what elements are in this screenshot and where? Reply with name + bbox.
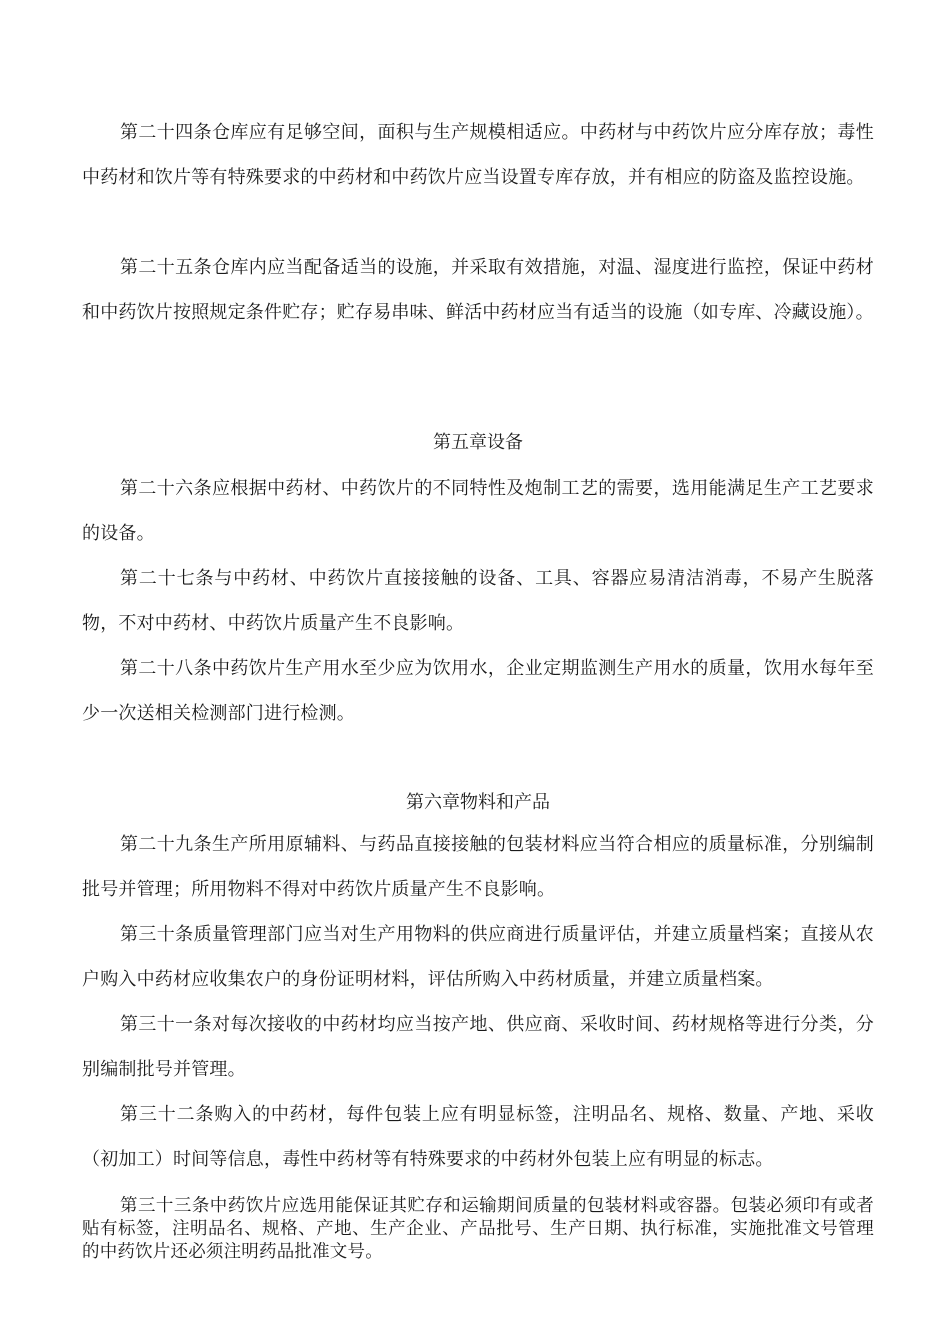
article-26: 第二十六条应根据中药材、中药饮片的不同特性及炮制工艺的需要，选用能满足生产工艺要求的设备。 [82,478,874,544]
article-30: 第三十条质量管理部门应当对生产用物料的供应商进行质量评估，并建立质量档案；直接从农户购入中药材应收集农户的身份证明材料，评估所购入中药材质量，并建立质量档案。 [82,924,874,990]
chapter-5-heading: 第五章设备 [433,432,523,453]
article-28: 第二十八条中药饮片生产用水至少应为饮用水，企业定期监测生产用水的质量，饮用水每年至少一次送相关检测部门进行检测。 [82,658,874,724]
article-32: 第三十二条购入的中药材，每件包装上应有明显标签，注明品名、规格、数量、产地、采收（初加工）时间等信息，毒性中药材等有特殊要求的中药材外包装上应有明显的标志。 [82,1104,874,1170]
article-24: 第二十四条仓库应有足够空间，面积与生产规模相适应。中药材与中药饮片应分库存放；毒性中药材和饮片等有特殊要求的中药材和中药饮片应当设置专库存放，并有相应的防盗及监控设施。 [82,122,874,188]
article-25: 第二十五条仓库内应当配备适当的设施，并采取有效措施，对温、湿度进行监控，保证中药材和中药饮片按照规定条件贮存；贮存易串味、鲜活中药材应当有适当的设施（如专库、冷藏设施）。 [82,257,874,323]
chapter-6-heading: 第六章物料和产品 [406,792,550,813]
article-33: 第三十三条中药饮片应选用能保证其贮存和运输期间质量的包装材料或容器。包装必须印有或者贴有标签，注明品名、规格、产地、生产企业、产品批号、生产日期、执行标准，实施批准文号管理的中药饮片还必须注明药品批准文号。 [82,1196,874,1262]
article-31: 第三十一条对每次接收的中药材均应当按产地、供应商、采收时间、药材规格等进行分类，分别编制批号并管理。 [82,1014,874,1080]
article-29: 第二十九条生产所用原辅料、与药品直接接触的包装材料应当符合相应的质量标准，分别编制批号并管理；所用物料不得对中药饮片质量产生不良影响。 [82,834,874,900]
article-27: 第二十七条与中药材、中药饮片直接接触的设备、工具、容器应易清洁消毒，不易产生脱落物，不对中药材、中药饮片质量产生不良影响。 [82,568,874,634]
